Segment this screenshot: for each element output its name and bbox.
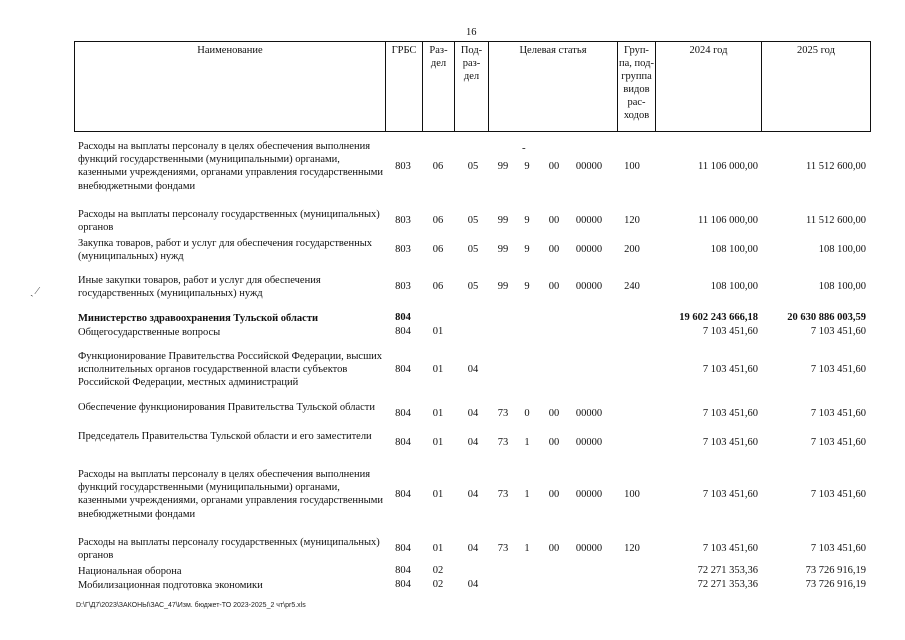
row-grp: 240 (624, 281, 640, 292)
row-t3: 00 (548, 244, 560, 255)
row-y2025: 7 103 451,60 (810, 543, 866, 554)
row-t1: 73 (497, 408, 509, 419)
row-name: Общегосударственные вопросы (78, 327, 221, 338)
stray-dash-mark: - (522, 142, 526, 154)
row-t3: 00 (548, 543, 560, 554)
row-t4: 00000 (575, 489, 603, 500)
row-t4: 00000 (575, 543, 603, 554)
row-razdel: 06 (432, 161, 444, 172)
row-y2025: 73 726 916,19 (805, 565, 866, 576)
row-name: Расходы на выплаты персоналу государственных (муниципальных) органов (78, 537, 380, 562)
row-grbs: 803 (395, 215, 411, 226)
row-podr: 05 (467, 215, 479, 226)
row-name: Функционирование Правительства Российской Федерации, высших исполнительных органов государственной власти субъектов Российской Федерации, местных администраций (78, 351, 383, 389)
row-razdel: 06 (432, 244, 444, 255)
row-grbs: 804 (395, 579, 411, 590)
row-y2024: 7 103 451,60 (702, 543, 758, 554)
row-grbs: 803 (395, 161, 411, 172)
header-2025: 2025 год (761, 42, 871, 131)
row-grp: 120 (624, 543, 640, 554)
row-y2025: 11 512 600,00 (806, 161, 866, 172)
row-podr: 04 (467, 437, 479, 448)
row-razdel: 02 (432, 579, 444, 590)
row-t1: 99 (497, 161, 509, 172)
row-podr: 05 (467, 161, 479, 172)
row-y2025: 11 512 600,00 (806, 215, 866, 226)
row-y2024: 11 106 000,00 (698, 215, 758, 226)
row-t2: 1 (524, 437, 530, 448)
header-podrazdel: Под- раз- дел (454, 42, 488, 131)
row-name: Расходы на выплаты персоналу в целях обеспечения выполнения функций государственными (муниципальными) органами, казенными учреждениями, органами управления государственными внебюджетными фондами (78, 141, 383, 192)
row-y2025: 7 103 451,60 (810, 326, 866, 337)
row-y2024: 11 106 000,00 (698, 161, 758, 172)
row-grp: 200 (624, 244, 640, 255)
header-2024: 2024 год (655, 42, 761, 131)
row-razdel: 01 (432, 326, 444, 337)
row-y2025: 108 100,00 (818, 281, 866, 292)
row-grbs: 804 (395, 326, 411, 337)
row-t3: 00 (548, 437, 560, 448)
row-y2024: 72 271 353,36 (697, 579, 758, 590)
row-t2: 1 (524, 543, 530, 554)
row-t1: 99 (497, 281, 509, 292)
row-name: Иные закупки товаров, работ и услуг для обеспечения государственных (муниципальных) нужд (78, 275, 321, 300)
row-razdel: 01 (432, 408, 444, 419)
row-t2: 9 (524, 161, 530, 172)
row-razdel: 01 (432, 364, 444, 375)
row-t3: 00 (548, 281, 560, 292)
header-name: Наименование (74, 42, 385, 131)
row-y2024: 7 103 451,60 (702, 326, 758, 337)
header-razdel: Раз- дел (422, 42, 454, 131)
row-grp: 100 (624, 161, 640, 172)
row-y2025: 7 103 451,60 (810, 437, 866, 448)
row-y2024: 7 103 451,60 (702, 364, 758, 375)
row-razdel: 01 (432, 489, 444, 500)
row-t2: 9 (524, 244, 530, 255)
row-t4: 00000 (575, 244, 603, 255)
row-razdel: 06 (432, 215, 444, 226)
row-podr: 05 (467, 281, 479, 292)
row-t3: 00 (548, 161, 560, 172)
row-razdel: 01 (432, 437, 444, 448)
row-razdel: 06 (432, 281, 444, 292)
header-group: Груп- па, под- группа видов рас- ходов (617, 42, 655, 131)
row-podr: 04 (467, 364, 479, 375)
row-y2024: 108 100,00 (710, 281, 758, 292)
row-name: Министерство здравоохранения Тульской области (78, 313, 319, 324)
handwritten-mark: ˏ ⁄ (30, 285, 39, 297)
row-t1: 73 (497, 437, 509, 448)
row-t2: 9 (524, 281, 530, 292)
row-t4: 00000 (575, 281, 603, 292)
row-y2025: 7 103 451,60 (810, 364, 866, 375)
row-grbs: 804 (395, 364, 411, 375)
row-t1: 73 (497, 489, 509, 500)
row-y2024: 108 100,00 (710, 244, 758, 255)
row-podr: 05 (467, 244, 479, 255)
row-name: Расходы на выплаты персоналу государственных (муниципальных) органов (78, 209, 380, 234)
table-header (74, 41, 871, 132)
row-name: Закупка товаров, работ и услуг для обеспечения государственных (муниципальных) нужд (78, 238, 373, 263)
row-t4: 00000 (575, 408, 603, 419)
row-name: Расходы на выплаты персоналу в целях обеспечения выполнения функций государственными (муниципальными) органами, казенными учреждениями, органами управления государственными внебюджетными фондами (78, 469, 383, 520)
row-y2024: 19 602 243 666,18 (679, 312, 758, 323)
header-target: Целевая статья (488, 42, 617, 131)
row-t1: 73 (497, 543, 509, 554)
row-podr: 04 (467, 408, 479, 419)
row-y2025: 7 103 451,60 (810, 489, 866, 500)
header-grbs: ГРБС (385, 42, 422, 131)
row-y2024: 72 271 353,36 (697, 565, 758, 576)
row-grbs: 804 (395, 312, 411, 323)
row-razdel: 01 (432, 543, 444, 554)
row-name: Председатель Правительства Тульской области и его заместители (78, 431, 372, 442)
row-t4: 00000 (575, 215, 603, 226)
row-y2025: 73 726 916,19 (805, 579, 866, 590)
row-podr: 04 (467, 579, 479, 590)
row-name: Национальная оборона (78, 566, 182, 577)
row-t3: 00 (548, 408, 560, 419)
page-number: 16 (466, 27, 477, 38)
footer-file-path: D:\Г\Д7\2023\ЗАКОНЫ\ЗАС_47\Изм. бюджет-ТО 2023-2025_2 чт\pr5.xls (76, 602, 306, 609)
row-podr: 04 (467, 543, 479, 554)
row-name: Обеспечение функционирования Правительства Тульской области (78, 402, 375, 413)
row-t4: 00000 (575, 437, 603, 448)
row-grbs: 804 (395, 437, 411, 448)
row-grbs: 803 (395, 244, 411, 255)
row-y2024: 7 103 451,60 (702, 437, 758, 448)
row-podr: 04 (467, 489, 479, 500)
row-grbs: 804 (395, 565, 411, 576)
row-t2: 0 (524, 408, 530, 419)
row-grbs: 804 (395, 543, 411, 554)
row-grbs: 804 (395, 489, 411, 500)
row-grp: 120 (624, 215, 640, 226)
row-name: Мобилизационная подготовка экономики (78, 580, 263, 591)
row-grp: 100 (624, 489, 640, 500)
row-grbs: 803 (395, 281, 411, 292)
row-t3: 00 (548, 489, 560, 500)
row-t1: 99 (497, 215, 509, 226)
row-y2024: 7 103 451,60 (702, 408, 758, 419)
row-y2025: 108 100,00 (818, 244, 866, 255)
row-razdel: 02 (432, 565, 444, 576)
row-t4: 00000 (575, 161, 603, 172)
row-t3: 00 (548, 215, 560, 226)
row-y2025: 7 103 451,60 (810, 408, 866, 419)
row-t2: 1 (524, 489, 530, 500)
row-y2025: 20 630 886 003,59 (787, 312, 866, 323)
row-t1: 99 (497, 244, 509, 255)
row-t2: 9 (524, 215, 530, 226)
row-y2024: 7 103 451,60 (702, 489, 758, 500)
row-grbs: 804 (395, 408, 411, 419)
